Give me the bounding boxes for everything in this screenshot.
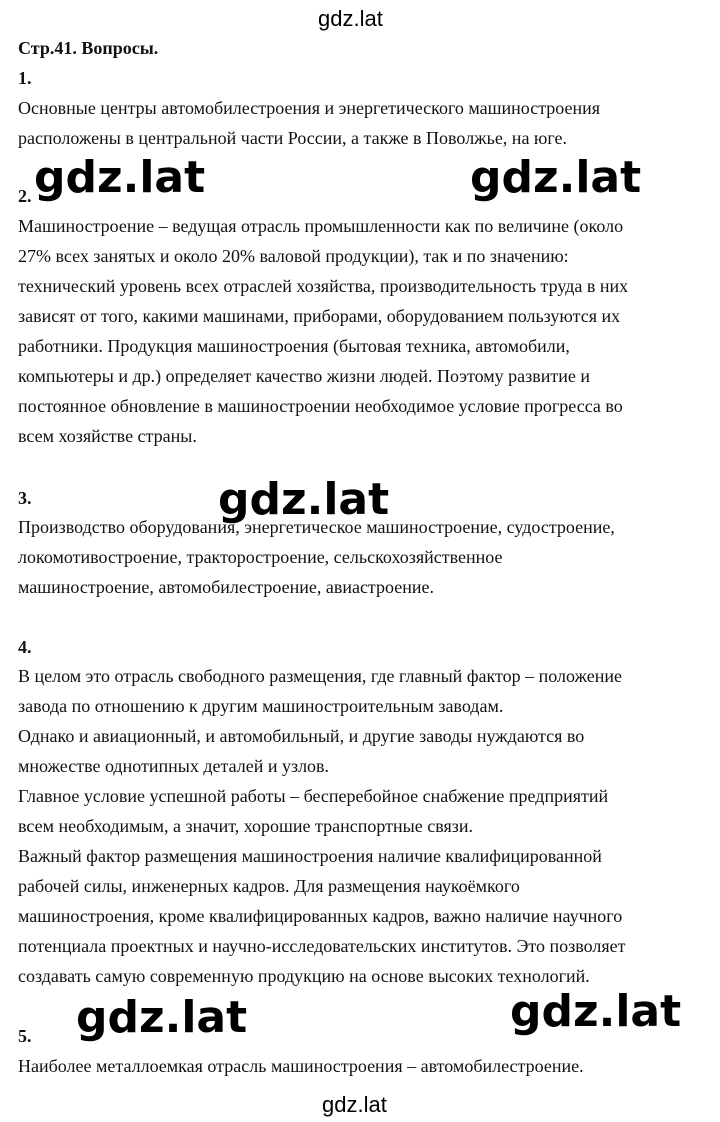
question-4-line: всем необходимым, а значит, хорошие транспортные связи.	[18, 816, 473, 836]
question-1-line: расположены в центральной части России, а также в Поволжье, на юге.	[18, 128, 568, 148]
question-4-line: машиностроения, кроме квалифицированных кадров, важно наличие научного	[18, 906, 623, 926]
question-5-line: Наиболее металлоемкая отрасль машиностроения – автомобилестроение.	[18, 1056, 584, 1076]
question-2-line: технический уровень всех отраслей хозяйства, производительность труда в них	[18, 276, 629, 296]
watermark-large: gdz.lat	[218, 474, 390, 525]
question-4-number: 4.	[18, 637, 32, 657]
question-4-line: завода по отношению к другим машиностроительным заводам.	[18, 696, 504, 716]
watermark-large: gdz.lat	[510, 986, 682, 1037]
watermark-large: gdz.lat	[470, 152, 642, 203]
question-1-number: 1.	[18, 68, 32, 88]
page-title: Стр.41. Вопросы.	[18, 38, 159, 58]
question-4-line: В целом это отрасль свободного размещения, где главный фактор – положение	[18, 666, 622, 686]
question-3-line: локомотивостроение, тракторостроение, сельскохозяйственное	[18, 547, 503, 567]
question-4-line: Однако и авиационный, и автомобильный, и другие заводы нуждаются во	[18, 726, 585, 746]
question-2-line: Машиностроение – ведущая отрасль промышленности как по величине (около	[18, 216, 624, 236]
question-3-line: машиностроение, автомобилестроение, авиастроение.	[18, 577, 434, 597]
question-4-line: множестве однотипных деталей и узлов.	[18, 756, 330, 776]
question-2-line: всем хозяйстве страны.	[18, 426, 197, 446]
watermark-large: gdz.lat	[76, 992, 248, 1043]
question-2-line: зависят от того, какими машинами, приборами, оборудованием пользуются их	[18, 306, 621, 326]
question-4-line: потенциала проектных и научно-исследовательских институтов. Это позволяет	[18, 936, 626, 956]
question-2-line: работники. Продукция машиностроения (бытовая техника, автомобили,	[18, 336, 570, 356]
question-4-line: создавать самую современную продукцию на основе высоких технологий.	[18, 966, 590, 986]
question-1-line: Основные центры автомобилестроения и энергетического машиностроения	[18, 98, 601, 118]
watermark-bottom: gdz.lat	[322, 1092, 387, 1117]
question-2-line: 27% всех занятых и около 20% валовой продукции), так и по значению:	[18, 246, 569, 266]
question-4-line: рабочей силы, инженерных кадров. Для размещения наукоёмкого	[18, 876, 520, 896]
question-2-line: постоянное обновление в машиностроении необходимое условие прогресса во	[18, 396, 623, 416]
question-3-number: 3.	[18, 488, 32, 508]
question-4-line: Главное условие успешной работы – бесперебойное снабжение предприятий	[18, 786, 609, 806]
watermark-large: gdz.lat	[34, 152, 206, 203]
question-3-line: Производство оборудования, энергетическое машиностроение, судостроение,	[18, 517, 615, 537]
question-4-line: Важный фактор размещения машиностроения наличие квалифицированной	[18, 846, 602, 866]
watermark-top: gdz.lat	[318, 6, 383, 31]
question-2-line: компьютеры и др.) определяет качество жизни людей. Поэтому развитие и	[18, 366, 590, 386]
question-5-number: 5.	[18, 1026, 32, 1046]
question-2-number: 2.	[18, 186, 32, 206]
